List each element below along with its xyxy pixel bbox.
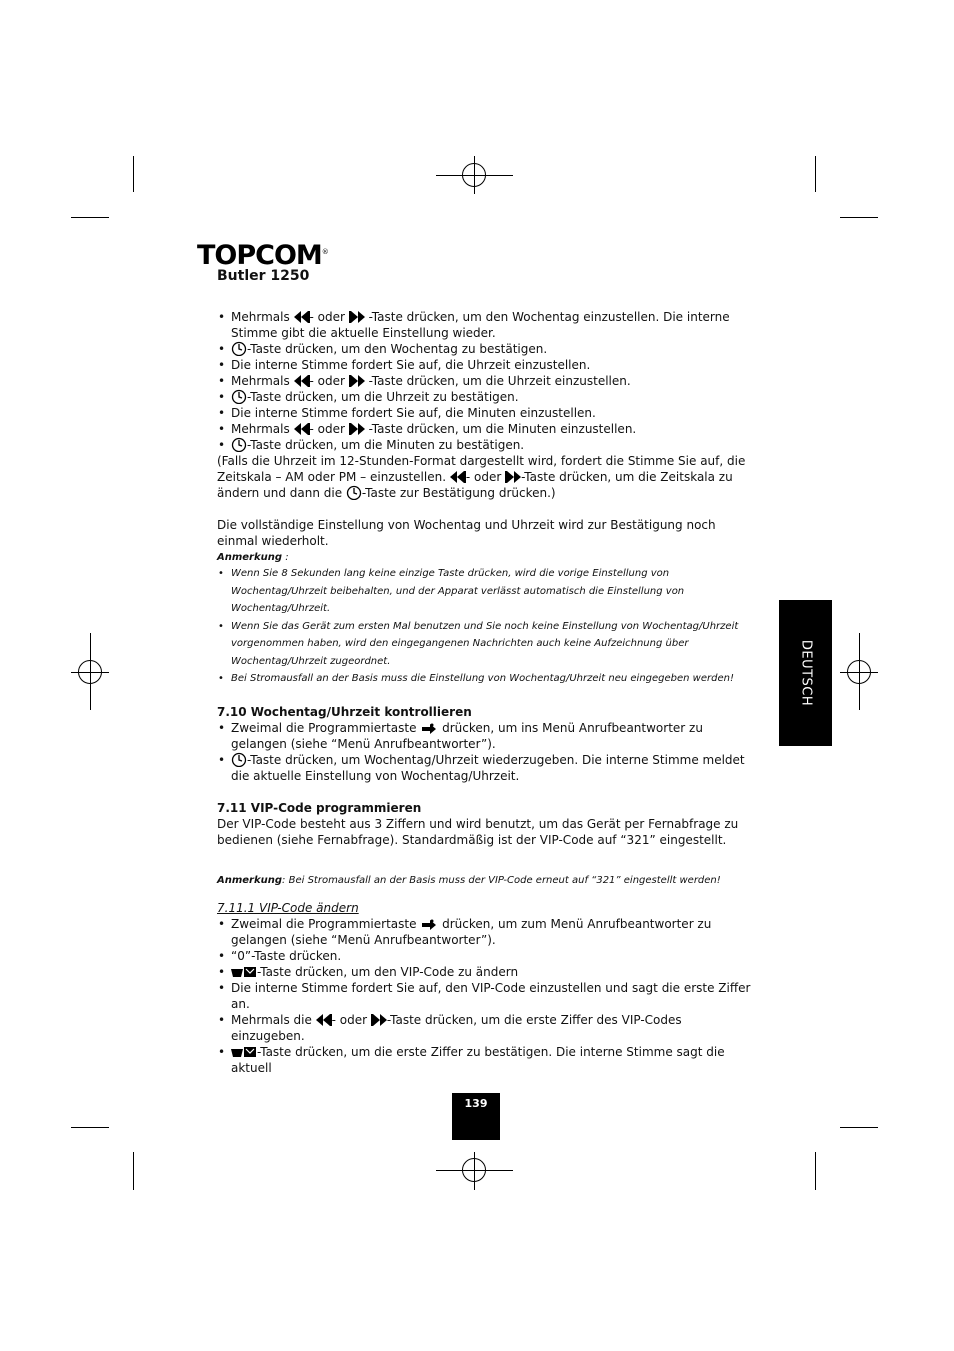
topcom-logo: TOPCOM®	[197, 240, 328, 271]
note-item: • Wenn Sie das Gerät zum ersten Mal benutzen und Sie noch keine Einstellung von Wochentag/Uhrzeit vorgenommen haben, wird den eingegangenen Nachrichten auch keine Aufzeichnung über Wochentag/Uhrzeit zugeordnet.	[217, 618, 752, 671]
list-item: • Mehrmals - oder -Taste drücken, um die Minuten einzustellen.	[217, 421, 752, 437]
list-item: • -Taste drücken, um die erste Ziffer zu bestätigen. Die interne Stimme sagt die aktuell	[217, 1044, 752, 1076]
note-list	[217, 565, 752, 688]
forward-icon	[349, 423, 365, 435]
section-7-11-1-list	[217, 916, 752, 1076]
confirmation-paragraph: Die vollständige Einstellung von Wochentag und Uhrzeit wird zur Bestätigung noch einmal wiederholt.	[217, 518, 716, 548]
vip-note: Anmerkung: Bei Stromausfall an der Basis muss der VIP-Code erneut auf “321” eingestellt werden!	[217, 874, 721, 886]
model-name: Butler 1250	[217, 268, 310, 284]
note-item: • Wenn Sie 8 Sekunden lang keine einzige Taste drücken, wird die vorige Einstellung von Wochentag/Uhrzeit beibehalten, und der Apparat verlässt automatisch die Einstellung von Wochentag/Uhrzeit.	[217, 565, 752, 618]
clock-icon	[231, 754, 247, 766]
list-item: • “0”-Taste drücken.	[217, 948, 752, 964]
forward-icon	[349, 311, 365, 323]
forward-icon	[505, 471, 521, 483]
language-tab-label: DEUTSCH	[798, 639, 813, 707]
list-item: • Mehrmals - oder -Taste drücken, um die Uhrzeit einzustellen.	[217, 373, 752, 389]
note-title: Anmerkung :	[217, 552, 289, 563]
language-tab	[779, 600, 832, 746]
list-item: • Zweimal die Programmiertaste drücken, um ins Menü Anrufbeantworter zu gelangen (siehe “Menü Anrufbeantworter”).	[217, 720, 752, 752]
list-item: • Die interne Stimme fordert Sie auf, den VIP-Code einzustellen und sagt die erste Ziffer an.	[217, 980, 752, 1012]
program-key-icon	[420, 722, 438, 734]
list-item: • Mehrmals die - oder -Taste drücken, um die erste Ziffer des VIP-Codes einzugeben.	[217, 1012, 752, 1044]
section-7-10-list	[217, 720, 752, 784]
clock-icon	[231, 343, 247, 355]
list-item: • Zweimal die Programmiertaste drücken, um zum Menü Anrufbeantworter zu gelangen (siehe “Menü Anrufbeantworter”).	[217, 916, 752, 948]
vip-key-icon	[231, 1046, 257, 1058]
clock-icon	[231, 391, 247, 403]
section-heading-7-10: 7.10 Wochentag/Uhrzeit kontrollieren	[217, 704, 472, 719]
ampm-paragraph: (Falls die Uhrzeit im 12-Stunden-Format dargestellt wird, fordert die Stimme Sie auf, die Zeitskala – AM oder PM – einzustellen. - oder -Taste drücken, um die Zeitskala zu ändern und dann die -Taste zur Bestätigung drücken.)	[217, 454, 746, 500]
forward-icon	[371, 1014, 387, 1026]
rewind-icon	[316, 1014, 332, 1026]
note-item: • Bei Stromausfall an der Basis muss die Einstellung von Wochentag/Uhrzeit neu eingegeben werden!	[217, 670, 752, 688]
page-content	[217, 309, 752, 1076]
section-heading-7-11: 7.11 VIP-Code programmieren	[217, 800, 422, 815]
page-number: 139	[452, 1093, 500, 1140]
list-item: • -Taste drücken, um die Minuten zu bestätigen.	[217, 437, 752, 453]
list-item: • -Taste drücken, um den Wochentag zu bestätigen.	[217, 341, 752, 357]
list-item: • Die interne Stimme fordert Sie auf, die Minuten einzustellen.	[217, 405, 752, 421]
vip-key-icon	[231, 966, 257, 978]
forward-icon	[349, 375, 365, 387]
list-item: • -Taste drücken, um die Uhrzeit zu bestätigen.	[217, 389, 752, 405]
rewind-icon	[294, 423, 310, 435]
vip-code-paragraph: Der VIP-Code besteht aus 3 Ziffern und wird benutzt, um das Gerät per Fernabfrage zu bedienen (siehe Fernabfrage). Standardmäßig ist der VIP-Code auf “321” eingestellt.	[217, 816, 739, 847]
program-key-icon	[420, 918, 438, 930]
rewind-icon	[450, 471, 466, 483]
list-item: • -Taste drücken, um Wochentag/Uhrzeit wiederzugeben. Die interne Stimme meldet die aktuelle Einstellung von Wochentag/Uhrzeit.	[217, 752, 752, 784]
list-item: • Mehrmals - oder -Taste drücken, um den Wochentag einzustellen. Die interne Stimme gibt die aktuelle Einstellung wieder.	[217, 309, 752, 341]
setup-steps-list	[217, 309, 752, 453]
rewind-icon	[294, 311, 310, 323]
list-item: • -Taste drücken, um den VIP-Code zu ändern	[217, 964, 752, 980]
rewind-icon	[294, 375, 310, 387]
clock-icon	[346, 487, 362, 499]
list-item: • Die interne Stimme fordert Sie auf, die Uhrzeit einzustellen.	[217, 357, 752, 373]
section-heading-7-11-1: 7.11.1 VIP-Code ändern	[217, 900, 359, 915]
clock-icon	[231, 439, 247, 451]
